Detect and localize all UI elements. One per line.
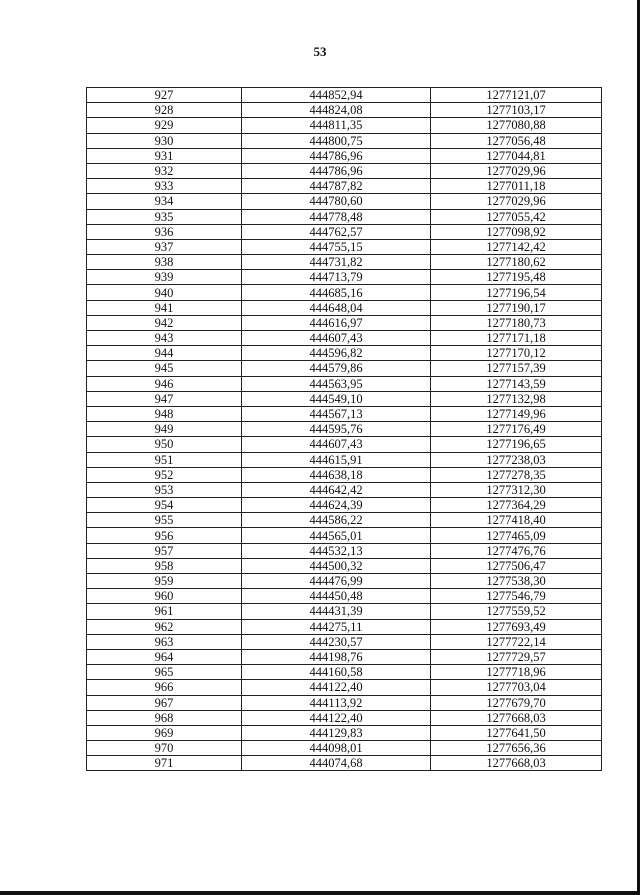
y-coordinate-cell: 1277190,17: [431, 300, 602, 315]
y-coordinate-cell: 1277465,09: [431, 528, 602, 543]
scan-edge-bottom: [0, 891, 640, 895]
y-coordinate-cell: 1277103,17: [431, 103, 602, 118]
x-coordinate-cell: 444624,39: [242, 498, 431, 513]
point-number-cell: 951: [87, 452, 242, 467]
y-coordinate-cell: 1277157,39: [431, 361, 602, 376]
x-coordinate-cell: 444595,76: [242, 422, 431, 437]
point-number-cell: 966: [87, 680, 242, 695]
point-number-cell: 947: [87, 391, 242, 406]
table-row: [87, 376, 602, 391]
point-number-cell: 968: [87, 710, 242, 725]
y-coordinate-cell: 1277693,49: [431, 619, 602, 634]
y-coordinate-cell: 1277679,70: [431, 695, 602, 710]
point-number-cell: 954: [87, 498, 242, 513]
page-number: 53: [313, 44, 327, 59]
point-number-cell: 963: [87, 634, 242, 649]
table-row: [87, 756, 602, 771]
table-row: [87, 680, 602, 695]
y-coordinate-cell: 1277538,30: [431, 574, 602, 589]
table-row: [87, 361, 602, 376]
x-coordinate-cell: 444567,13: [242, 406, 431, 421]
x-coordinate-cell: 444563,95: [242, 376, 431, 391]
x-coordinate-cell: 444476,99: [242, 574, 431, 589]
y-coordinate-cell: 1277703,04: [431, 680, 602, 695]
y-coordinate-cell: 1277546,79: [431, 589, 602, 604]
y-coordinate-cell: 1277312,30: [431, 482, 602, 497]
x-coordinate-cell: 444786,96: [242, 163, 431, 178]
x-coordinate-cell: 444638,18: [242, 467, 431, 482]
y-coordinate-cell: 1277080,88: [431, 118, 602, 133]
x-coordinate-cell: 444787,82: [242, 179, 431, 194]
coordinates-table: [86, 87, 602, 771]
y-coordinate-cell: 1277364,29: [431, 498, 602, 513]
table-row: [87, 725, 602, 740]
point-number-cell: 971: [87, 756, 242, 771]
point-number-cell: 948: [87, 406, 242, 421]
x-coordinate-cell: 444113,92: [242, 695, 431, 710]
point-number-cell: 931: [87, 148, 242, 163]
y-coordinate-cell: 1277029,96: [431, 194, 602, 209]
point-number-cell: 946: [87, 376, 242, 391]
point-number-cell: 933: [87, 179, 242, 194]
y-coordinate-cell: 1277722,14: [431, 634, 602, 649]
coordinates-table-body: [87, 88, 602, 771]
table-row: [87, 103, 602, 118]
x-coordinate-cell: 444431,39: [242, 604, 431, 619]
x-coordinate-cell: 444778,48: [242, 209, 431, 224]
point-number-cell: 956: [87, 528, 242, 543]
point-number-cell: 935: [87, 209, 242, 224]
y-coordinate-cell: 1277044,81: [431, 148, 602, 163]
point-number-cell: 929: [87, 118, 242, 133]
y-coordinate-cell: 1277011,18: [431, 179, 602, 194]
point-number-cell: 942: [87, 315, 242, 330]
y-coordinate-cell: 1277142,42: [431, 239, 602, 254]
table-row: [87, 649, 602, 664]
y-coordinate-cell: 1277143,59: [431, 376, 602, 391]
x-coordinate-cell: 444762,57: [242, 224, 431, 239]
table-row: [87, 528, 602, 543]
table-row: [87, 285, 602, 300]
y-coordinate-cell: 1277559,52: [431, 604, 602, 619]
point-number-cell: 962: [87, 619, 242, 634]
x-coordinate-cell: 444565,01: [242, 528, 431, 543]
x-coordinate-cell: 444198,76: [242, 649, 431, 664]
point-number-cell: 958: [87, 558, 242, 573]
table-row: [87, 710, 602, 725]
x-coordinate-cell: 444122,40: [242, 680, 431, 695]
table-row: [87, 133, 602, 148]
point-number-cell: 950: [87, 437, 242, 452]
y-coordinate-cell: 1277176,49: [431, 422, 602, 437]
table-row: [87, 467, 602, 482]
point-number-cell: 939: [87, 270, 242, 285]
table-row: [87, 558, 602, 573]
point-number-cell: 944: [87, 346, 242, 361]
y-coordinate-cell: 1277056,48: [431, 133, 602, 148]
table-row: [87, 179, 602, 194]
x-coordinate-cell: 444615,91: [242, 452, 431, 467]
point-number-cell: 959: [87, 574, 242, 589]
y-coordinate-cell: 1277055,42: [431, 209, 602, 224]
table-row: [87, 634, 602, 649]
point-number-cell: 934: [87, 194, 242, 209]
y-coordinate-cell: 1277476,76: [431, 543, 602, 558]
x-coordinate-cell: 444129,83: [242, 725, 431, 740]
table-row: [87, 513, 602, 528]
x-coordinate-cell: 444586,22: [242, 513, 431, 528]
point-number-cell: 970: [87, 741, 242, 756]
y-coordinate-cell: 1277132,98: [431, 391, 602, 406]
y-coordinate-cell: 1277180,73: [431, 315, 602, 330]
table-row: [87, 695, 602, 710]
table-row: [87, 422, 602, 437]
table-row: [87, 224, 602, 239]
table-row: [87, 437, 602, 452]
y-coordinate-cell: 1277418,40: [431, 513, 602, 528]
point-number-cell: 937: [87, 239, 242, 254]
x-coordinate-cell: 444607,43: [242, 437, 431, 452]
table-row: [87, 331, 602, 346]
table-row: [87, 194, 602, 209]
x-coordinate-cell: 444098,01: [242, 741, 431, 756]
x-coordinate-cell: 444800,75: [242, 133, 431, 148]
x-coordinate-cell: 444786,96: [242, 148, 431, 163]
y-coordinate-cell: 1277029,96: [431, 163, 602, 178]
x-coordinate-cell: 444616,97: [242, 315, 431, 330]
point-number-cell: 960: [87, 589, 242, 604]
y-coordinate-cell: 1277149,96: [431, 406, 602, 421]
point-number-cell: 964: [87, 649, 242, 664]
point-number-cell: 952: [87, 467, 242, 482]
table-row: [87, 452, 602, 467]
y-coordinate-cell: 1277718,96: [431, 665, 602, 680]
y-coordinate-cell: 1277668,03: [431, 710, 602, 725]
y-coordinate-cell: 1277180,62: [431, 255, 602, 270]
table-row: [87, 88, 602, 103]
x-coordinate-cell: 444230,57: [242, 634, 431, 649]
x-coordinate-cell: 444648,04: [242, 300, 431, 315]
x-coordinate-cell: 444275,11: [242, 619, 431, 634]
point-number-cell: 940: [87, 285, 242, 300]
point-number-cell: 938: [87, 255, 242, 270]
y-coordinate-cell: 1277656,36: [431, 741, 602, 756]
table-row: [87, 665, 602, 680]
y-coordinate-cell: 1277098,92: [431, 224, 602, 239]
x-coordinate-cell: 444122,40: [242, 710, 431, 725]
x-coordinate-cell: 444450,48: [242, 589, 431, 604]
y-coordinate-cell: 1277196,65: [431, 437, 602, 452]
table-row: [87, 482, 602, 497]
y-coordinate-cell: 1277195,48: [431, 270, 602, 285]
table-row: [87, 604, 602, 619]
y-coordinate-cell: 1277506,47: [431, 558, 602, 573]
table-row: [87, 270, 602, 285]
point-number-cell: 955: [87, 513, 242, 528]
table-row: [87, 406, 602, 421]
y-coordinate-cell: 1277729,57: [431, 649, 602, 664]
y-coordinate-cell: 1277641,50: [431, 725, 602, 740]
x-coordinate-cell: 444607,43: [242, 331, 431, 346]
point-number-cell: 945: [87, 361, 242, 376]
point-number-cell: 969: [87, 725, 242, 740]
x-coordinate-cell: 444642,42: [242, 482, 431, 497]
point-number-cell: 965: [87, 665, 242, 680]
x-coordinate-cell: 444780,60: [242, 194, 431, 209]
x-coordinate-cell: 444713,79: [242, 270, 431, 285]
table-row: [87, 346, 602, 361]
point-number-cell: 927: [87, 88, 242, 103]
y-coordinate-cell: 1277170,12: [431, 346, 602, 361]
table-row: [87, 315, 602, 330]
point-number-cell: 936: [87, 224, 242, 239]
table-row: [87, 741, 602, 756]
point-number-cell: 949: [87, 422, 242, 437]
y-coordinate-cell: 1277668,03: [431, 756, 602, 771]
x-coordinate-cell: 444074,68: [242, 756, 431, 771]
x-coordinate-cell: 444532,13: [242, 543, 431, 558]
x-coordinate-cell: 444731,82: [242, 255, 431, 270]
y-coordinate-cell: 1277278,35: [431, 467, 602, 482]
point-number-cell: 932: [87, 163, 242, 178]
point-number-cell: 961: [87, 604, 242, 619]
point-number-cell: 953: [87, 482, 242, 497]
point-number-cell: 930: [87, 133, 242, 148]
table-row: [87, 118, 602, 133]
point-number-cell: 941: [87, 300, 242, 315]
table-row: [87, 619, 602, 634]
table-row: [87, 239, 602, 254]
table-row: [87, 543, 602, 558]
x-coordinate-cell: 444824,08: [242, 103, 431, 118]
x-coordinate-cell: 444685,16: [242, 285, 431, 300]
x-coordinate-cell: 444755,15: [242, 239, 431, 254]
x-coordinate-cell: 444596,82: [242, 346, 431, 361]
table-row: [87, 391, 602, 406]
x-coordinate-cell: 444579,86: [242, 361, 431, 376]
point-number-cell: 928: [87, 103, 242, 118]
table-row: [87, 163, 602, 178]
y-coordinate-cell: 1277196,54: [431, 285, 602, 300]
x-coordinate-cell: 444500,32: [242, 558, 431, 573]
x-coordinate-cell: 444811,35: [242, 118, 431, 133]
table-row: [87, 498, 602, 513]
point-number-cell: 967: [87, 695, 242, 710]
table-row: [87, 589, 602, 604]
point-number-cell: 943: [87, 331, 242, 346]
table-row: [87, 255, 602, 270]
table-row: [87, 209, 602, 224]
table-row: [87, 574, 602, 589]
y-coordinate-cell: 1277171,18: [431, 331, 602, 346]
table-row: [87, 148, 602, 163]
x-coordinate-cell: 444852,94: [242, 88, 431, 103]
y-coordinate-cell: 1277238,03: [431, 452, 602, 467]
point-number-cell: 957: [87, 543, 242, 558]
x-coordinate-cell: 444160,58: [242, 665, 431, 680]
y-coordinate-cell: 1277121,07: [431, 88, 602, 103]
x-coordinate-cell: 444549,10: [242, 391, 431, 406]
table-row: [87, 300, 602, 315]
